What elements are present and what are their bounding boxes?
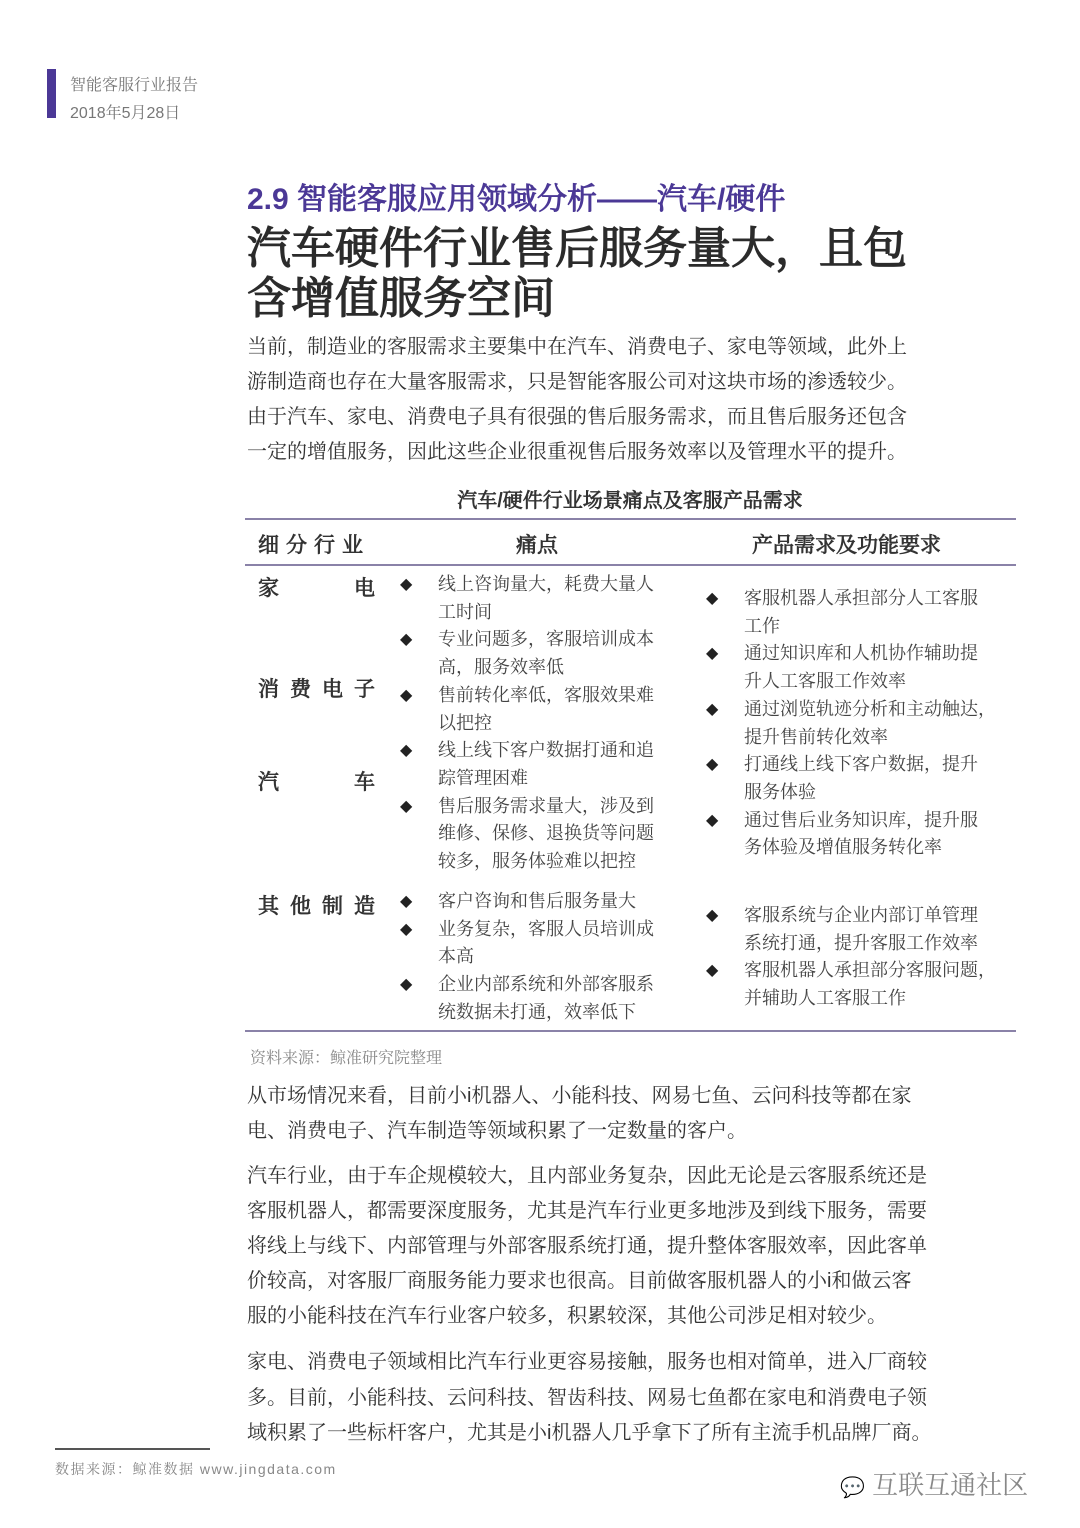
para4-line: 域积累了一些标杆客户，尤其是小i机器人几乎拿下了所有主流手机品牌厂商。 — [247, 1422, 932, 1444]
bullet-diamond-icon: ◆ — [400, 976, 413, 994]
table-source: 资料来源：鲸准研究院整理 — [250, 1050, 443, 1067]
pain_group1-line: 售后服务需求量大，涉及到 — [438, 795, 654, 816]
need_group1-line: 升人工客服工作效率 — [744, 671, 906, 692]
need_group2-line: 客服系统与企业内部订单管理 — [744, 905, 978, 925]
para3-line: 客服机器人，都需要深度服务，尤其是汽车行业更多地涉及到线下服务，需要 — [247, 1200, 927, 1222]
need_group1-line: 务体验及增值服务转化率 — [744, 837, 942, 858]
bullet-diamond-icon: ◆ — [706, 907, 719, 924]
pain_group1-line: 线上线下客户数据打通和追 — [438, 740, 654, 761]
bullet-diamond-icon: ◆ — [400, 576, 413, 593]
para2-line: 电、消费电子、汽车制造等领域积累了一定数量的客户。 — [247, 1120, 747, 1142]
need_group1-line: 通过浏览轨迹分析和主动触达， — [744, 698, 996, 719]
wechat-watermark-text: 互联互通社区 — [872, 1470, 1029, 1500]
need_group2-line: 系统打通，提升客服工作效率 — [744, 932, 978, 953]
para3-line: 将线上与线下、内部管理与外部客服系统打通，提升整体客服效率，因此客单 — [247, 1235, 927, 1257]
need_group1-line: 通过售后业务知识库，提升服 — [744, 809, 978, 830]
category-other-manufacturing: 其他制造 — [258, 895, 375, 918]
bullet-diamond-icon: ◆ — [706, 962, 719, 980]
bullet-diamond-icon: ◆ — [706, 811, 719, 829]
para2-line: 从市场情况来看，目前小i机器人、小能科技、网易七鱼、云问科技等都在家 — [247, 1085, 912, 1107]
category-automotive: 汽车 — [258, 771, 375, 794]
need_group1-line: 提升售前转化效率 — [744, 726, 888, 747]
pain_group2-line: 客户咨询和售后服务量大 — [438, 891, 636, 911]
pain_group2-line: 统数据未打通，效率低下 — [438, 1001, 636, 1022]
category-consumer-electronics: 消费电子 — [258, 678, 375, 701]
table-caption: 汽车/硬件行业场景痛点及客服产品需求 — [457, 490, 803, 512]
bullet-diamond-icon: ◆ — [706, 756, 719, 774]
table-top-rule — [245, 518, 1016, 520]
para4-line: 家电、消费电子领域相比汽车行业更容易接触，服务也相对简单，进入厂商较 — [247, 1351, 927, 1373]
pain_group1-line: 售前转化率低，客服效果难 — [438, 684, 654, 705]
section-title: 2.9 智能客服应用领域分析——汽车/硬件 — [247, 183, 786, 216]
intro-line: 一定的增值服务，因此这些企业很重视售后服务效率以及管理水平的提升。 — [247, 441, 907, 463]
pain_group1-line: 工时间 — [438, 601, 492, 622]
category-appliances: 家电 — [258, 577, 375, 600]
need_group2-line: 客服机器人承担部分客服问题， — [744, 960, 996, 981]
intro-line: 由于汽车、家电、消费电子具有很强的售后服务需求，而且售后服务还包含 — [247, 406, 907, 428]
table-header-rule — [245, 564, 1016, 566]
table-bottom-rule — [245, 1030, 1016, 1032]
report-date: 2018年5月28日 — [70, 105, 181, 122]
need_group1-line: 服务体验 — [744, 781, 816, 802]
header-requirements: 产品需求及功能要求 — [752, 534, 941, 557]
pain_group1-line: 专业问题多，客服培训成本 — [438, 629, 654, 650]
header-accent-bar — [47, 69, 56, 118]
header-pain-points: 痛点 — [516, 534, 558, 557]
para3-line: 价较高，对客服厂商服务能力要求也很高。目前做客服机器人的小i和做云客 — [247, 1270, 912, 1292]
bullet-diamond-icon: ◆ — [400, 797, 413, 815]
footer-rule — [55, 1448, 210, 1450]
pain_group2-line: 本高 — [438, 946, 474, 967]
pain_group1-line: 以把控 — [438, 712, 492, 733]
need_group1-line: 客服机器人承担部分人工客服 — [744, 588, 978, 608]
headline-line: 含增值服务空间 — [247, 274, 555, 323]
bullet-diamond-icon: ◆ — [706, 700, 719, 718]
bullet-diamond-icon: ◆ — [400, 742, 413, 760]
pain_group1-line: 踪管理困难 — [438, 767, 528, 788]
header-segment: 细分行业 — [258, 534, 370, 557]
bullet-diamond-icon: ◆ — [400, 631, 413, 649]
pain_group1-line: 线上咨询量大，耗费大量人 — [438, 574, 654, 594]
need_group1-line: 工作 — [744, 615, 780, 636]
intro-line: 游制造商也存在大量客服需求，只是智能客服公司对这块市场的渗透较少。 — [247, 371, 907, 393]
intro-line: 当前，制造业的客服需求主要集中在汽车、消费电子、家电等领域，此外上 — [247, 336, 907, 358]
bullet-diamond-icon: ◆ — [400, 686, 413, 704]
bullet-diamond-icon: ◆ — [706, 590, 719, 607]
pain_group1-line: 较多，服务体验难以把控 — [438, 851, 636, 871]
headline-line: 汽车硬件行业售后服务量大，且包 — [247, 224, 907, 273]
pain_group2-line: 企业内部系统和外部客服系 — [438, 974, 654, 995]
bullet-diamond-icon: ◆ — [706, 645, 719, 663]
footer-source: 数据来源：鲸准数据 www.jingdata.com — [55, 1461, 337, 1477]
wechat-watermark — [840, 1465, 1028, 1502]
para4-line: 多。目前，小能科技、云问科技、智齿科技、网易七鱼都在家电和消费电子领 — [247, 1386, 927, 1409]
wechat-icon: 💬 — [840, 1477, 865, 1499]
pain_group2-line: 业务复杂，客服人员培训成 — [438, 918, 654, 939]
pain_group1-line: 维修、保修、退换货等问题 — [438, 823, 654, 844]
pain_group1-line: 高，服务效率低 — [438, 657, 564, 678]
bullet-diamond-icon: ◆ — [400, 920, 413, 938]
report-title: 智能客服行业报告 — [70, 77, 199, 94]
need_group2-line: 并辅助人工客服工作 — [744, 988, 906, 1009]
para3-line: 服的小能科技在汽车行业客户较多，积累较深，其他公司涉足相对较少。 — [247, 1305, 887, 1327]
need_group1-line: 通过知识库和人机协作辅助提 — [744, 643, 978, 664]
bullet-diamond-icon: ◆ — [400, 893, 413, 910]
para3-line: 汽车行业，由于车企规模较大，且内部业务复杂，因此无论是云客服系统还是 — [247, 1165, 927, 1187]
need_group1-line: 打通线上线下客户数据，提升 — [744, 754, 978, 775]
